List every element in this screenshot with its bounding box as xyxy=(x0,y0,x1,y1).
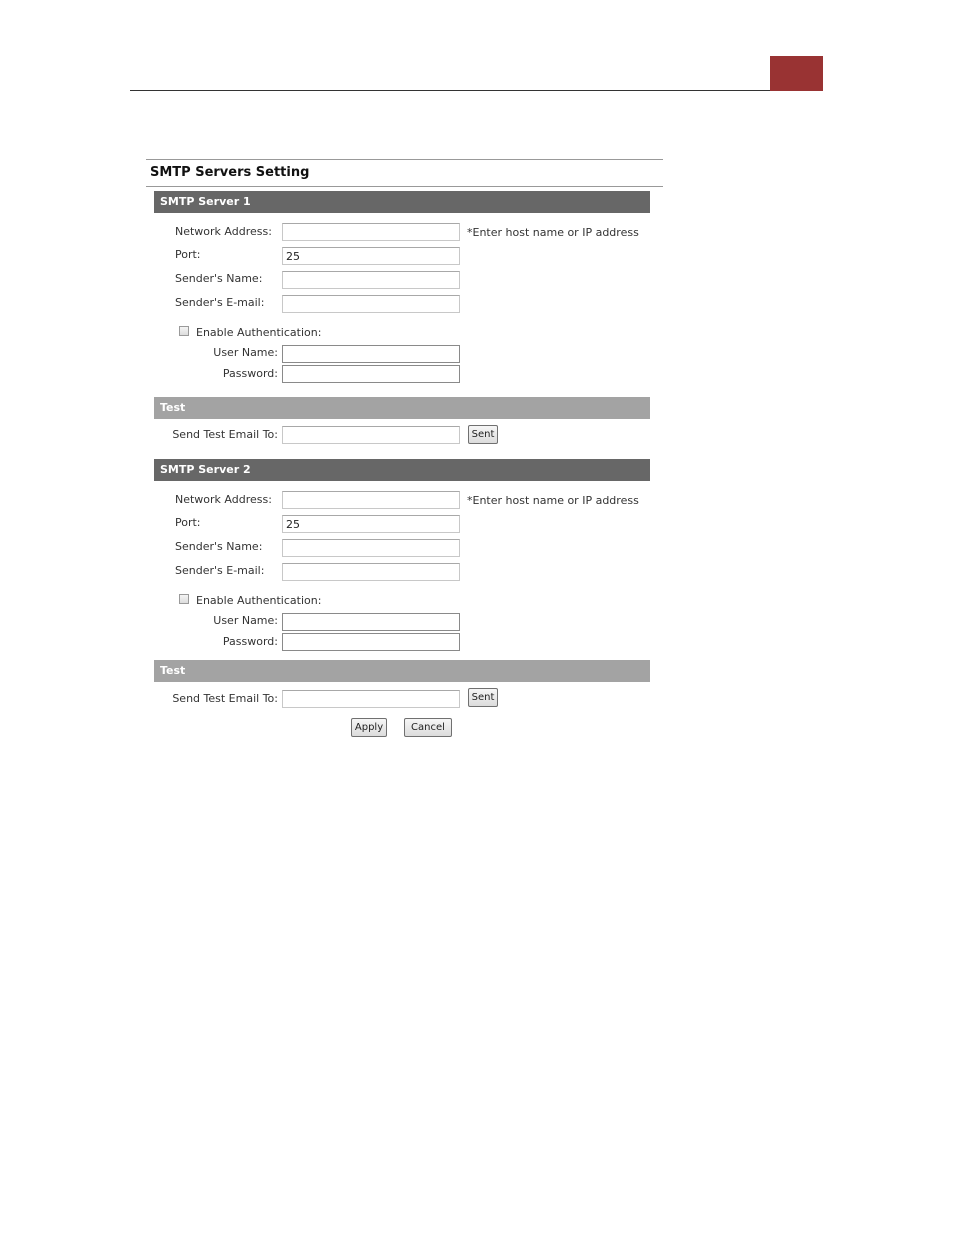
port-label: Port: xyxy=(175,516,201,529)
sender-name-label: Sender's Name: xyxy=(175,540,263,553)
sender-name-label: Sender's Name: xyxy=(175,272,263,285)
page-title: SMTP Servers Setting xyxy=(146,159,663,187)
network-address-hint: *Enter host name or IP address xyxy=(467,226,639,239)
port-input-1[interactable] xyxy=(282,247,460,265)
sent-test-button-1[interactable]: Sent xyxy=(468,425,498,444)
password-input-2[interactable] xyxy=(282,633,460,651)
send-test-email-label: Send Test Email To: xyxy=(172,428,278,441)
sent-test-button-2[interactable]: Sent xyxy=(468,688,498,707)
enable-auth-label: Enable Authentication: xyxy=(196,326,322,339)
sender-email-label: Sender's E-mail: xyxy=(175,564,265,577)
port-input-2[interactable] xyxy=(282,515,460,533)
user-name-label: User Name: xyxy=(213,346,278,359)
sender-email-input-2[interactable] xyxy=(282,563,460,581)
password-input-1[interactable] xyxy=(282,365,460,383)
password-label: Password: xyxy=(222,635,278,648)
apply-button[interactable]: Apply xyxy=(351,718,387,737)
sender-email-input-1[interactable] xyxy=(282,295,460,313)
sender-name-input-1[interactable] xyxy=(282,271,460,289)
user-name-input-2[interactable] xyxy=(282,613,460,631)
port-label: Port: xyxy=(175,248,201,261)
enable-auth-checkbox-1[interactable] xyxy=(179,326,189,336)
smtp-settings-panel xyxy=(146,159,663,187)
sender-name-input-2[interactable] xyxy=(282,539,460,557)
network-address-input-1[interactable] xyxy=(282,223,460,241)
section-header-test-2: Test xyxy=(154,660,650,682)
enable-auth-label: Enable Authentication: xyxy=(196,594,322,607)
cancel-button[interactable]: Cancel xyxy=(404,718,452,737)
section-header-test-1: Test xyxy=(154,397,650,419)
section-header-server-1: SMTP Server 1 xyxy=(154,191,650,213)
header-rule xyxy=(130,90,823,91)
enable-auth-checkbox-2[interactable] xyxy=(179,594,189,604)
user-name-input-1[interactable] xyxy=(282,345,460,363)
header-accent-tab xyxy=(770,56,823,91)
send-test-email-input-2[interactable] xyxy=(282,690,460,708)
network-address-input-2[interactable] xyxy=(282,491,460,509)
sender-email-label: Sender's E-mail: xyxy=(175,296,265,309)
network-address-label: Network Address: xyxy=(175,493,272,506)
password-label: Password: xyxy=(222,367,278,380)
user-name-label: User Name: xyxy=(213,614,278,627)
send-test-email-input-1[interactable] xyxy=(282,426,460,444)
send-test-email-label: Send Test Email To: xyxy=(172,692,278,705)
network-address-label: Network Address: xyxy=(175,225,272,238)
section-header-server-2: SMTP Server 2 xyxy=(154,459,650,481)
network-address-hint: *Enter host name or IP address xyxy=(467,494,639,507)
